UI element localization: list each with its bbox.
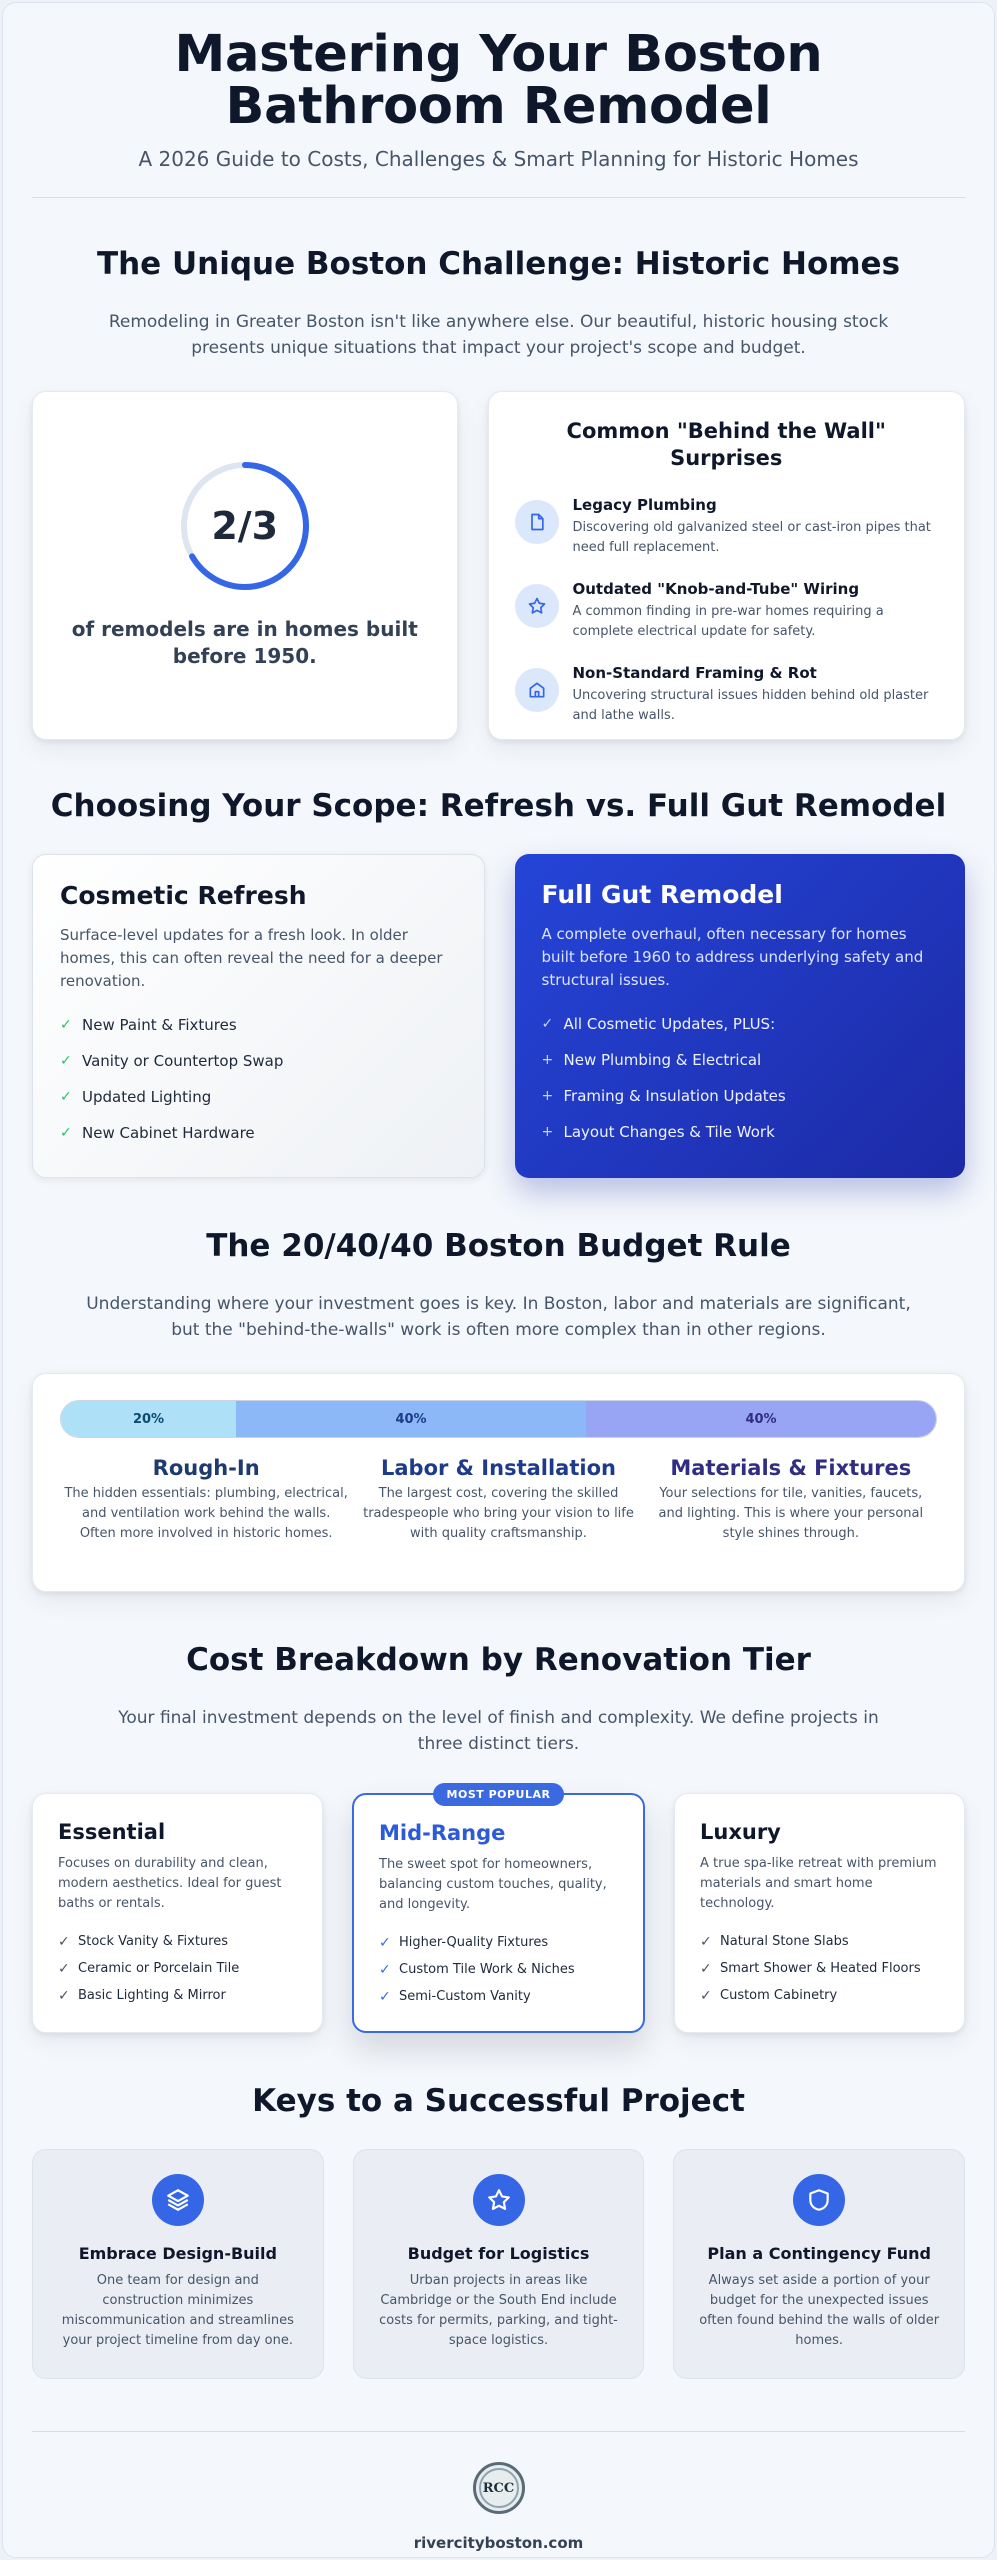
- check-icon: ✓: [700, 1987, 712, 2004]
- surprise-desc: A common finding in pre-war homes requiring a complete electrical update for safety.: [572, 604, 884, 639]
- check-icon: ✓: [58, 1960, 70, 1977]
- list-item-label: All Cosmetic Updates, PLUS:: [563, 1015, 776, 1033]
- tier-title: Luxury: [700, 1820, 781, 1844]
- stat-value: 2/3: [211, 504, 279, 548]
- budget-column-title: Rough-In: [152, 1456, 260, 1480]
- layers-icon: [152, 2174, 204, 2226]
- list-item-label: Semi-Custom Vanity: [399, 1989, 531, 2004]
- list-item-label: Custom Tile Work & Niches: [399, 1962, 575, 1977]
- surprise-title: Outdated "Knob-and-Tube" Wiring: [572, 580, 860, 598]
- budget-section: [32, 1228, 965, 1592]
- list-item: [700, 1982, 939, 2009]
- list-item: [60, 1043, 457, 1079]
- list-item-label: New Plumbing & Electrical: [563, 1051, 762, 1069]
- list-item: [542, 1006, 939, 1042]
- plus-icon: +: [541, 1124, 554, 1140]
- list-item: [700, 1955, 939, 1982]
- list-item: [58, 1982, 297, 2009]
- surprises-title: Common "Behind the Wall" Surprises: [566, 419, 886, 470]
- check-icon: ✓: [700, 1933, 712, 1950]
- tier-card-essential: [32, 1793, 323, 2033]
- keys-section: [32, 2083, 965, 2379]
- key-desc: Urban projects in areas like Cambridge or the South End include costs for permits, parking, and tight-space logistics.: [379, 2273, 618, 2348]
- stat-card: [32, 391, 458, 740]
- page-subtitle: A 2026 Guide to Costs, Challenges & Smart Planning for Historic Homes: [138, 147, 859, 171]
- scope-section: [32, 788, 965, 1178]
- check-icon: ✓: [60, 1089, 72, 1105]
- star-icon: [473, 2174, 525, 2226]
- list-item: [60, 1079, 457, 1115]
- surprise-item: [515, 664, 939, 726]
- gut-desc: A complete overhaul, often necessary for homes built before 1960 to address underlying safety and structural issues.: [541, 925, 924, 989]
- list-item-label: Smart Shower & Heated Floors: [720, 1961, 921, 1976]
- list-item: [60, 1007, 457, 1043]
- cosmetic-refresh-card: [32, 854, 485, 1178]
- list-item-label: Ceramic or Porcelain Tile: [78, 1961, 240, 1976]
- key-desc: Always set aside a portion of your budget for the unexpected issues often found behind the walls of older homes.: [699, 2273, 940, 2348]
- full-gut-remodel-card: [515, 854, 966, 1178]
- key-card: [673, 2149, 965, 2379]
- tiers-intro: Your final investment depends on the level of finish and complexity. We define projects in three distinct tiers.: [118, 1708, 879, 1754]
- list-item-label: Stock Vanity & Fixtures: [78, 1934, 229, 1949]
- cosmetic-title: Cosmetic Refresh: [60, 881, 307, 910]
- plus-icon: +: [541, 1052, 554, 1068]
- logo-mark: RCC: [479, 2468, 519, 2508]
- tiers-section: [32, 1642, 965, 2033]
- house-icon: [515, 668, 559, 712]
- shield-icon: [793, 2174, 845, 2226]
- surprise-item: [515, 496, 939, 558]
- tier-desc: The sweet spot for homeowners, balancing custom touches, quality, and longevity.: [379, 1857, 607, 1912]
- list-item-label: Natural Stone Slabs: [720, 1934, 849, 1949]
- list-item-label: New Cabinet Hardware: [82, 1124, 255, 1142]
- key-title: Plan a Contingency Fund: [707, 2244, 931, 2263]
- check-icon: ✓: [60, 1053, 72, 1069]
- list-item: [58, 1928, 297, 1955]
- surprise-title: Legacy Plumbing: [572, 496, 717, 514]
- surprises-card: [488, 391, 966, 740]
- gut-title: Full Gut Remodel: [541, 880, 783, 909]
- list-item-label: Custom Cabinetry: [720, 1988, 838, 2003]
- key-card: [32, 2149, 324, 2379]
- budget-column: [645, 1456, 937, 1544]
- stat-ring: [179, 460, 311, 592]
- check-icon: ✓: [58, 1933, 70, 1950]
- footer-divider: [32, 2431, 965, 2432]
- budget-column-desc: Your selections for tile, vanities, faucets, and lighting. This is where your personal style shines through.: [658, 1486, 924, 1541]
- check-icon: ✓: [541, 1016, 554, 1032]
- plus-icon: +: [541, 1088, 554, 1104]
- budget-intro: Understanding where your investment goes is key. In Boston, labor and materials are significant, but the "behind-the-walls" work is often more complex than in other regions.: [86, 1294, 911, 1340]
- key-title: Embrace Design-Build: [78, 2244, 277, 2263]
- company-logo: [473, 2462, 525, 2514]
- check-icon: ✓: [58, 1987, 70, 2004]
- header: [32, 3, 965, 198]
- list-item: [542, 1078, 939, 1114]
- budget-column: [352, 1456, 644, 1544]
- budget-column-desc: The hidden essentials: plumbing, electrical, and ventilation work behind the walls. Often more involved in historic homes.: [64, 1486, 348, 1541]
- tier-card-luxury: [674, 1793, 965, 2033]
- scope-title: Choosing Your Scope: Refresh vs. Full Gut Remodel: [50, 788, 947, 824]
- budget-column-desc: The largest cost, covering the skilled tradespeople who bring your vision to life with quality craftsmanship.: [363, 1486, 634, 1541]
- check-icon: ✓: [700, 1960, 712, 1977]
- budget-bar: [60, 1400, 937, 1438]
- surprise-title: Non-Standard Framing & Rot: [572, 664, 817, 682]
- list-item-label: Updated Lighting: [82, 1088, 212, 1106]
- tier-desc: Focuses on durability and clean, modern aesthetics. Ideal for guest baths or rentals.: [58, 1856, 282, 1911]
- check-icon: ✓: [379, 1961, 391, 1978]
- tiers-title: Cost Breakdown by Renovation Tier: [186, 1642, 811, 1678]
- cosmetic-list: [60, 1007, 457, 1151]
- challenge-section: [32, 246, 965, 740]
- infographic-page: [2, 2, 995, 2558]
- website-link[interactable]: rivercityboston.com: [413, 2534, 584, 2552]
- list-item-label: Framing & Insulation Updates: [563, 1087, 786, 1105]
- list-item-label: New Paint & Fixtures: [82, 1016, 237, 1034]
- star-icon: [515, 584, 559, 628]
- budget-card: [32, 1373, 965, 1592]
- document-icon: [515, 500, 559, 544]
- budget-title: The 20/40/40 Boston Budget Rule: [206, 1228, 791, 1264]
- list-item: [542, 1114, 939, 1150]
- budget-column: [60, 1456, 352, 1544]
- gut-list: [542, 1006, 939, 1150]
- key-title: Budget for Logistics: [407, 2244, 590, 2263]
- tier-card-mid-range: [352, 1788, 645, 2033]
- check-icon: ✓: [379, 1988, 391, 2005]
- list-item: [58, 1955, 297, 1982]
- list-item-label: Higher-Quality Fixtures: [399, 1935, 549, 1950]
- list-item-label: Basic Lighting & Mirror: [78, 1988, 226, 2003]
- key-card: [353, 2149, 645, 2379]
- budget-segment-rough-in: 20%: [61, 1401, 236, 1437]
- list-item-label: Layout Changes & Tile Work: [563, 1123, 775, 1141]
- list-item: [379, 1956, 618, 1983]
- budget-segment-labor: 40%: [236, 1401, 586, 1437]
- check-icon: ✓: [379, 1934, 391, 1951]
- header-divider: [32, 197, 965, 198]
- footer: [32, 2431, 965, 2552]
- surprise-desc: Discovering old galvanized steel or cast-iron pipes that need full replacement.: [572, 520, 931, 555]
- keys-title: Keys to a Successful Project: [252, 2083, 745, 2119]
- list-item-label: Vanity or Countertop Swap: [82, 1052, 284, 1070]
- check-icon: ✓: [60, 1017, 72, 1033]
- budget-column-title: Materials & Fixtures: [670, 1456, 912, 1480]
- tier-desc: A true spa-like retreat with premium materials and smart home technology.: [700, 1856, 937, 1911]
- cosmetic-desc: Surface-level updates for a fresh look. In older homes, this can often reveal the need for a deeper renovation.: [60, 926, 443, 990]
- most-popular-badge: MOST POPULAR: [433, 1783, 565, 1806]
- list-item: [60, 1115, 457, 1151]
- key-desc: One team for design and construction minimizes miscommunication and streamlines your project timeline from day one.: [61, 2273, 294, 2348]
- challenge-title: The Unique Boston Challenge: Historic Homes: [96, 246, 901, 282]
- stat-caption: of remodels are in homes built before 1950.: [71, 617, 418, 668]
- budget-segment-materials: 40%: [586, 1401, 936, 1437]
- tier-title: Essential: [58, 1820, 166, 1844]
- list-item: [379, 1983, 618, 2010]
- challenge-intro: Remodeling in Greater Boston isn't like anywhere else. Our beautiful, historic housing stock presents unique situations that impact your project's scope and budget.: [108, 312, 889, 358]
- page-title: Mastering Your Boston Bathroom Remodel: [174, 25, 823, 136]
- list-item: [700, 1928, 939, 1955]
- budget-column-title: Labor & Installation: [381, 1456, 616, 1480]
- list-item: [542, 1042, 939, 1078]
- list-item: [379, 1929, 618, 1956]
- check-icon: ✓: [60, 1125, 72, 1141]
- surprise-desc: Uncovering structural issues hidden behind old plaster and lathe walls.: [572, 688, 929, 723]
- tier-title: Mid-Range: [379, 1821, 506, 1845]
- surprise-item: [515, 580, 939, 642]
